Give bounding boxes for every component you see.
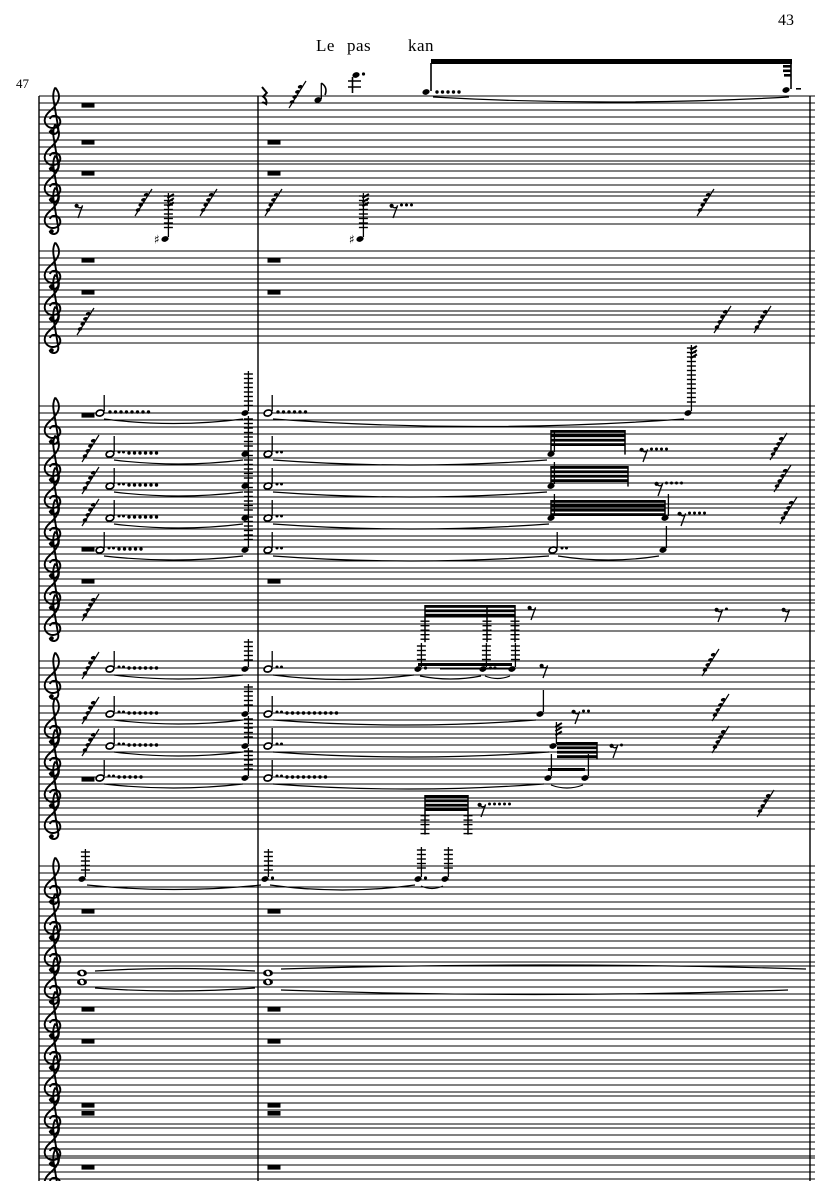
tremolo-note [414,643,427,673]
treble-clef-icon [45,653,61,700]
staff [39,188,815,235]
whole-note [263,970,273,977]
whole-rest [268,1103,281,1108]
tie [273,720,536,725]
svg-text:♯: ♯ [349,232,355,247]
half-note-dotted [263,500,283,522]
notehead [422,88,431,95]
tie [114,524,243,528]
tremolo-note [241,371,253,417]
whole-rest [82,579,95,584]
grace-note-cluster [702,649,719,676]
eighth-note [314,83,326,104]
staff [39,594,815,642]
staff [39,1056,815,1103]
staff [39,193,815,289]
eighth-rest [640,448,669,463]
eighth-rest [572,710,591,725]
grace-note-cluster [712,726,729,753]
staff [39,1088,815,1135]
tie [114,675,243,679]
half-note-dotted [105,651,158,673]
eighth-rest [390,204,414,219]
staff [39,684,815,744]
tremolo-beam-block [551,500,665,519]
tie [104,784,243,788]
half-note-dotted [263,468,283,490]
whole-rest [82,1039,95,1044]
tie [95,969,255,972]
whole-rest [268,1165,281,1170]
staff [39,1120,815,1167]
tremolo-beam-block [551,466,628,487]
tie [114,460,243,464]
half-note-dotted [548,532,568,554]
half-note-dotted [95,532,142,554]
whole-rest [82,171,95,176]
tremolo-beam-block [557,742,597,760]
half-note-dotted [263,696,338,718]
tie [558,556,659,560]
whole-rest [268,579,281,584]
lyric-syllable: Le [316,36,335,55]
beam [796,88,801,90]
tie [485,676,510,679]
whole-rest [82,413,95,418]
grace-note-cluster [774,465,791,492]
tremolo-note [414,847,427,883]
eighth-rest [678,512,707,527]
eighth-rest [540,664,548,678]
staff [39,894,815,941]
eighth-rest [75,204,83,218]
half-note-dotted [263,728,283,750]
staff [39,275,815,322]
half-note-dotted [263,651,283,673]
whole-rest [82,1103,95,1108]
whole-rest [268,909,281,914]
staff [39,59,815,134]
beam [783,70,791,73]
notehead [352,71,365,78]
notehead [782,86,791,93]
eighth-rest [528,606,536,620]
staff [39,1150,815,1181]
whole-note [77,979,87,986]
beam [548,768,585,771]
half-note-dotted [105,696,158,718]
staff [39,790,815,839]
whole-rest [268,1039,281,1044]
grace-note-cluster [780,497,797,524]
tie [95,988,255,991]
grace-note-cluster [757,790,774,817]
staff [39,926,815,973]
half-note-dotted [105,468,158,490]
whole-rest [268,1007,281,1012]
half-note-dotted [105,500,158,522]
whole-rest [268,258,281,263]
tremolo-note [544,754,553,782]
tie [273,524,549,529]
tie [114,492,243,496]
whole-rest [82,258,95,263]
measure-number: 47 [16,76,29,91]
whole-rest [268,171,281,176]
whole-rest [82,140,95,145]
page-number: 43 [778,12,794,29]
whole-rest [82,909,95,914]
whole-rest [268,140,281,145]
eighth-rest [655,482,684,497]
eighth-rest [610,744,624,759]
whole-rest [82,1111,95,1116]
tremolo-note [581,754,590,782]
staff [39,156,815,203]
tremolo-note [549,722,562,750]
tie [273,784,544,789]
whole-rest [82,1165,95,1170]
whole-rest [82,777,95,782]
beam [418,663,512,666]
tie [104,556,243,560]
tremolo-note [154,193,174,247]
svg-text:♯: ♯ [154,232,160,247]
tremolo-note [441,847,453,883]
beam [440,668,512,670]
tie [273,460,547,465]
half-note-dotted [95,760,142,782]
staff [39,639,815,699]
ledger-lines [348,81,361,87]
tie [273,752,549,757]
tie [273,675,414,680]
tremolo-note [536,690,545,718]
tie [114,720,243,724]
beam [784,74,791,77]
lyric-syllable: kan [408,36,435,55]
tie [420,676,481,679]
whole-rest [82,290,95,295]
staff [39,345,815,444]
tremolo-note [349,193,369,247]
tie [273,492,547,497]
half-note-dotted [105,728,158,750]
half-note-dotted [263,532,283,554]
tie [551,785,583,788]
staff [39,958,815,1005]
whole-rest [268,1111,281,1116]
staff [39,306,815,353]
half-note-dotted [263,436,283,458]
whole-rest [82,1007,95,1012]
beam [431,59,792,64]
half-note-dotted [263,760,327,782]
grace-note-cluster [770,433,787,460]
grace-note-cluster [289,81,306,108]
staff [39,514,815,578]
whole-note [263,979,273,986]
tie [114,752,243,756]
half-note-dotted [105,436,158,458]
treble-clef-icon [45,398,61,445]
staff [39,1024,815,1071]
tie [273,556,549,561]
staff [39,847,815,904]
grace-note-cluster [712,694,729,721]
tie [433,97,789,102]
whole-note [77,970,87,977]
whole-rest [268,290,281,295]
whole-rest [82,547,95,552]
lyric-syllable: pas [347,36,372,55]
duration-dots [435,90,460,93]
whole-rest [82,103,95,108]
beam [783,65,791,68]
staff [39,992,815,1039]
